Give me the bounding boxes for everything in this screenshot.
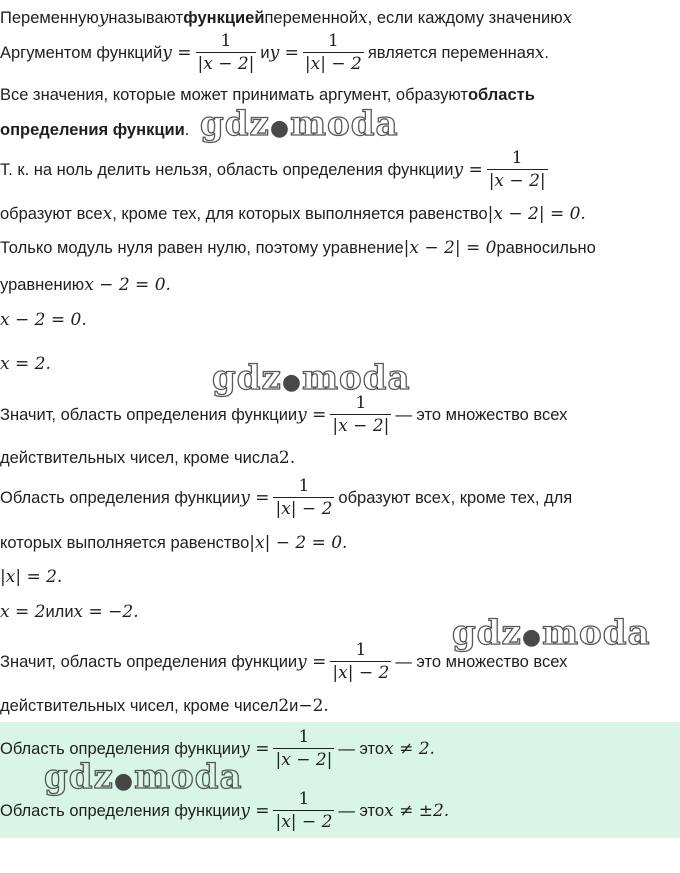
watermark-logo: gdz●moda — [200, 104, 399, 144]
text: — это — [338, 739, 385, 758]
math-lhs: y = — [297, 405, 327, 425]
text: образуют все — [0, 204, 103, 223]
text: — это множество всех — [395, 405, 568, 424]
text-line-16 — [0, 595, 139, 629]
math-var: y — [98, 8, 109, 28]
math-equation: |x| = 2. — [0, 567, 63, 587]
fraction: $\frac{1}{|x| - 2}$ — [304, 31, 362, 74]
text: действительных чисел, кроме чисел — [0, 696, 279, 715]
text: называют — [108, 8, 184, 27]
text: и — [289, 696, 299, 715]
fraction: $\frac{1}{|x| - 2}$ — [275, 789, 333, 832]
text: переменной — [264, 8, 359, 27]
math-number: 2. — [278, 448, 296, 468]
math-var: x — [440, 488, 451, 508]
text: Значит, область определения функции — [0, 405, 298, 424]
math-equation: |x − 2| = 0 — [403, 238, 497, 258]
text: Аргументом функций — [0, 43, 163, 62]
text: Только модуль нуля равен нулю, поэтому уравнение — [0, 238, 404, 257]
text: Т. к. на ноль делить нельзя, область определения функции — [0, 160, 454, 179]
term-domain: определения функции — [0, 120, 185, 139]
watermark-logo: gdz●moda — [452, 613, 651, 653]
text: является переменная — [367, 43, 535, 62]
text: Область определения функции — [0, 801, 241, 820]
text: Область определения функции — [0, 488, 241, 507]
math-lhs: y = — [240, 739, 270, 759]
text-line-6 — [0, 197, 586, 231]
text-line-14 — [0, 526, 347, 560]
text-line-10 — [0, 347, 51, 381]
text: уравнению — [0, 275, 85, 294]
math-var: x — [534, 43, 545, 63]
watermark-logo: gdz●moda — [44, 757, 243, 797]
text: Переменную — [0, 8, 99, 27]
math-equation: |x| − 2 = 0. — [249, 533, 348, 553]
text: и — [260, 43, 270, 62]
text: или — [45, 602, 74, 621]
text-line-12 — [0, 441, 295, 475]
math-lhs: y = — [240, 801, 270, 821]
fraction: $\frac{1}{|x - 2|}$ — [275, 727, 333, 770]
text: Значит, область определения функции — [0, 652, 298, 671]
fraction: $\frac{1}{|x - 2|}$ — [332, 393, 390, 436]
math-var: x — [562, 8, 573, 28]
term-domain: область — [467, 85, 535, 104]
math-equation: |x − 2| = 0. — [487, 204, 586, 224]
math-equation: x = 2. — [0, 354, 51, 374]
text: , кроме тех, для которых выполняется равенство — [112, 204, 488, 223]
math-number: 2 — [278, 696, 290, 716]
fraction: $\frac{1}{|x| - 2}$ — [332, 640, 390, 683]
text: — это множество всех — [395, 652, 568, 671]
text: действительных чисел, кроме числа — [0, 448, 279, 467]
math-equation: x ≠ ±2. — [384, 801, 450, 821]
math-lhs: y = — [269, 43, 299, 63]
text: равносильно — [496, 238, 596, 257]
text-line-13 — [0, 474, 572, 522]
math-number: −2. — [298, 696, 329, 716]
math-var: x — [102, 204, 113, 224]
fraction: $\frac{1}{|x - 2|}$ — [197, 31, 255, 74]
math-lhs: y = — [453, 160, 483, 180]
math-var: x — [358, 8, 368, 28]
math-lhs: y = — [240, 488, 270, 508]
text: которых выполняется равенство — [0, 533, 250, 552]
math-equation: x = 2 — [0, 602, 46, 622]
text: Все значения, которые может принимать аргумент, образуют — [0, 85, 468, 104]
term-function: функцией — [183, 8, 265, 27]
math-equation: x = −2. — [73, 602, 139, 622]
text: — это — [338, 801, 385, 820]
text-line-9 — [0, 303, 87, 337]
math-equation: x − 2 = 0. — [0, 310, 87, 330]
text-line-15 — [0, 560, 62, 594]
text-line-2: Аргументом функций y = $\frac{1}{|x - 2|}$ и y = $\frac{1}{|x| - 2}$ является переменная x . — [0, 31, 549, 74]
text-line-11 — [0, 392, 567, 438]
text-line-1 — [0, 1, 572, 35]
text: , кроме тех, для — [450, 488, 573, 507]
text-line-4: определения функции . — [0, 120, 190, 139]
math-equation: x − 2 = 0. — [84, 275, 171, 295]
text-line-5 — [0, 148, 552, 192]
fraction: $\frac{1}{|x - 2|}$ — [488, 148, 546, 191]
math-lhs: y = — [162, 43, 192, 63]
text-line-7 — [0, 231, 596, 265]
math-equation: x ≠ 2. — [384, 739, 435, 759]
math-lhs: y = — [297, 652, 327, 672]
text: Область определения функции — [0, 739, 241, 758]
fraction: $\frac{1}{|x| - 2}$ — [275, 476, 333, 519]
watermark-logo: gdz●moda — [212, 358, 411, 398]
text: , если каждому значению — [367, 8, 563, 27]
text-line-18 — [0, 689, 329, 723]
text-line-8 — [0, 268, 171, 302]
text: образуют все — [338, 488, 441, 507]
